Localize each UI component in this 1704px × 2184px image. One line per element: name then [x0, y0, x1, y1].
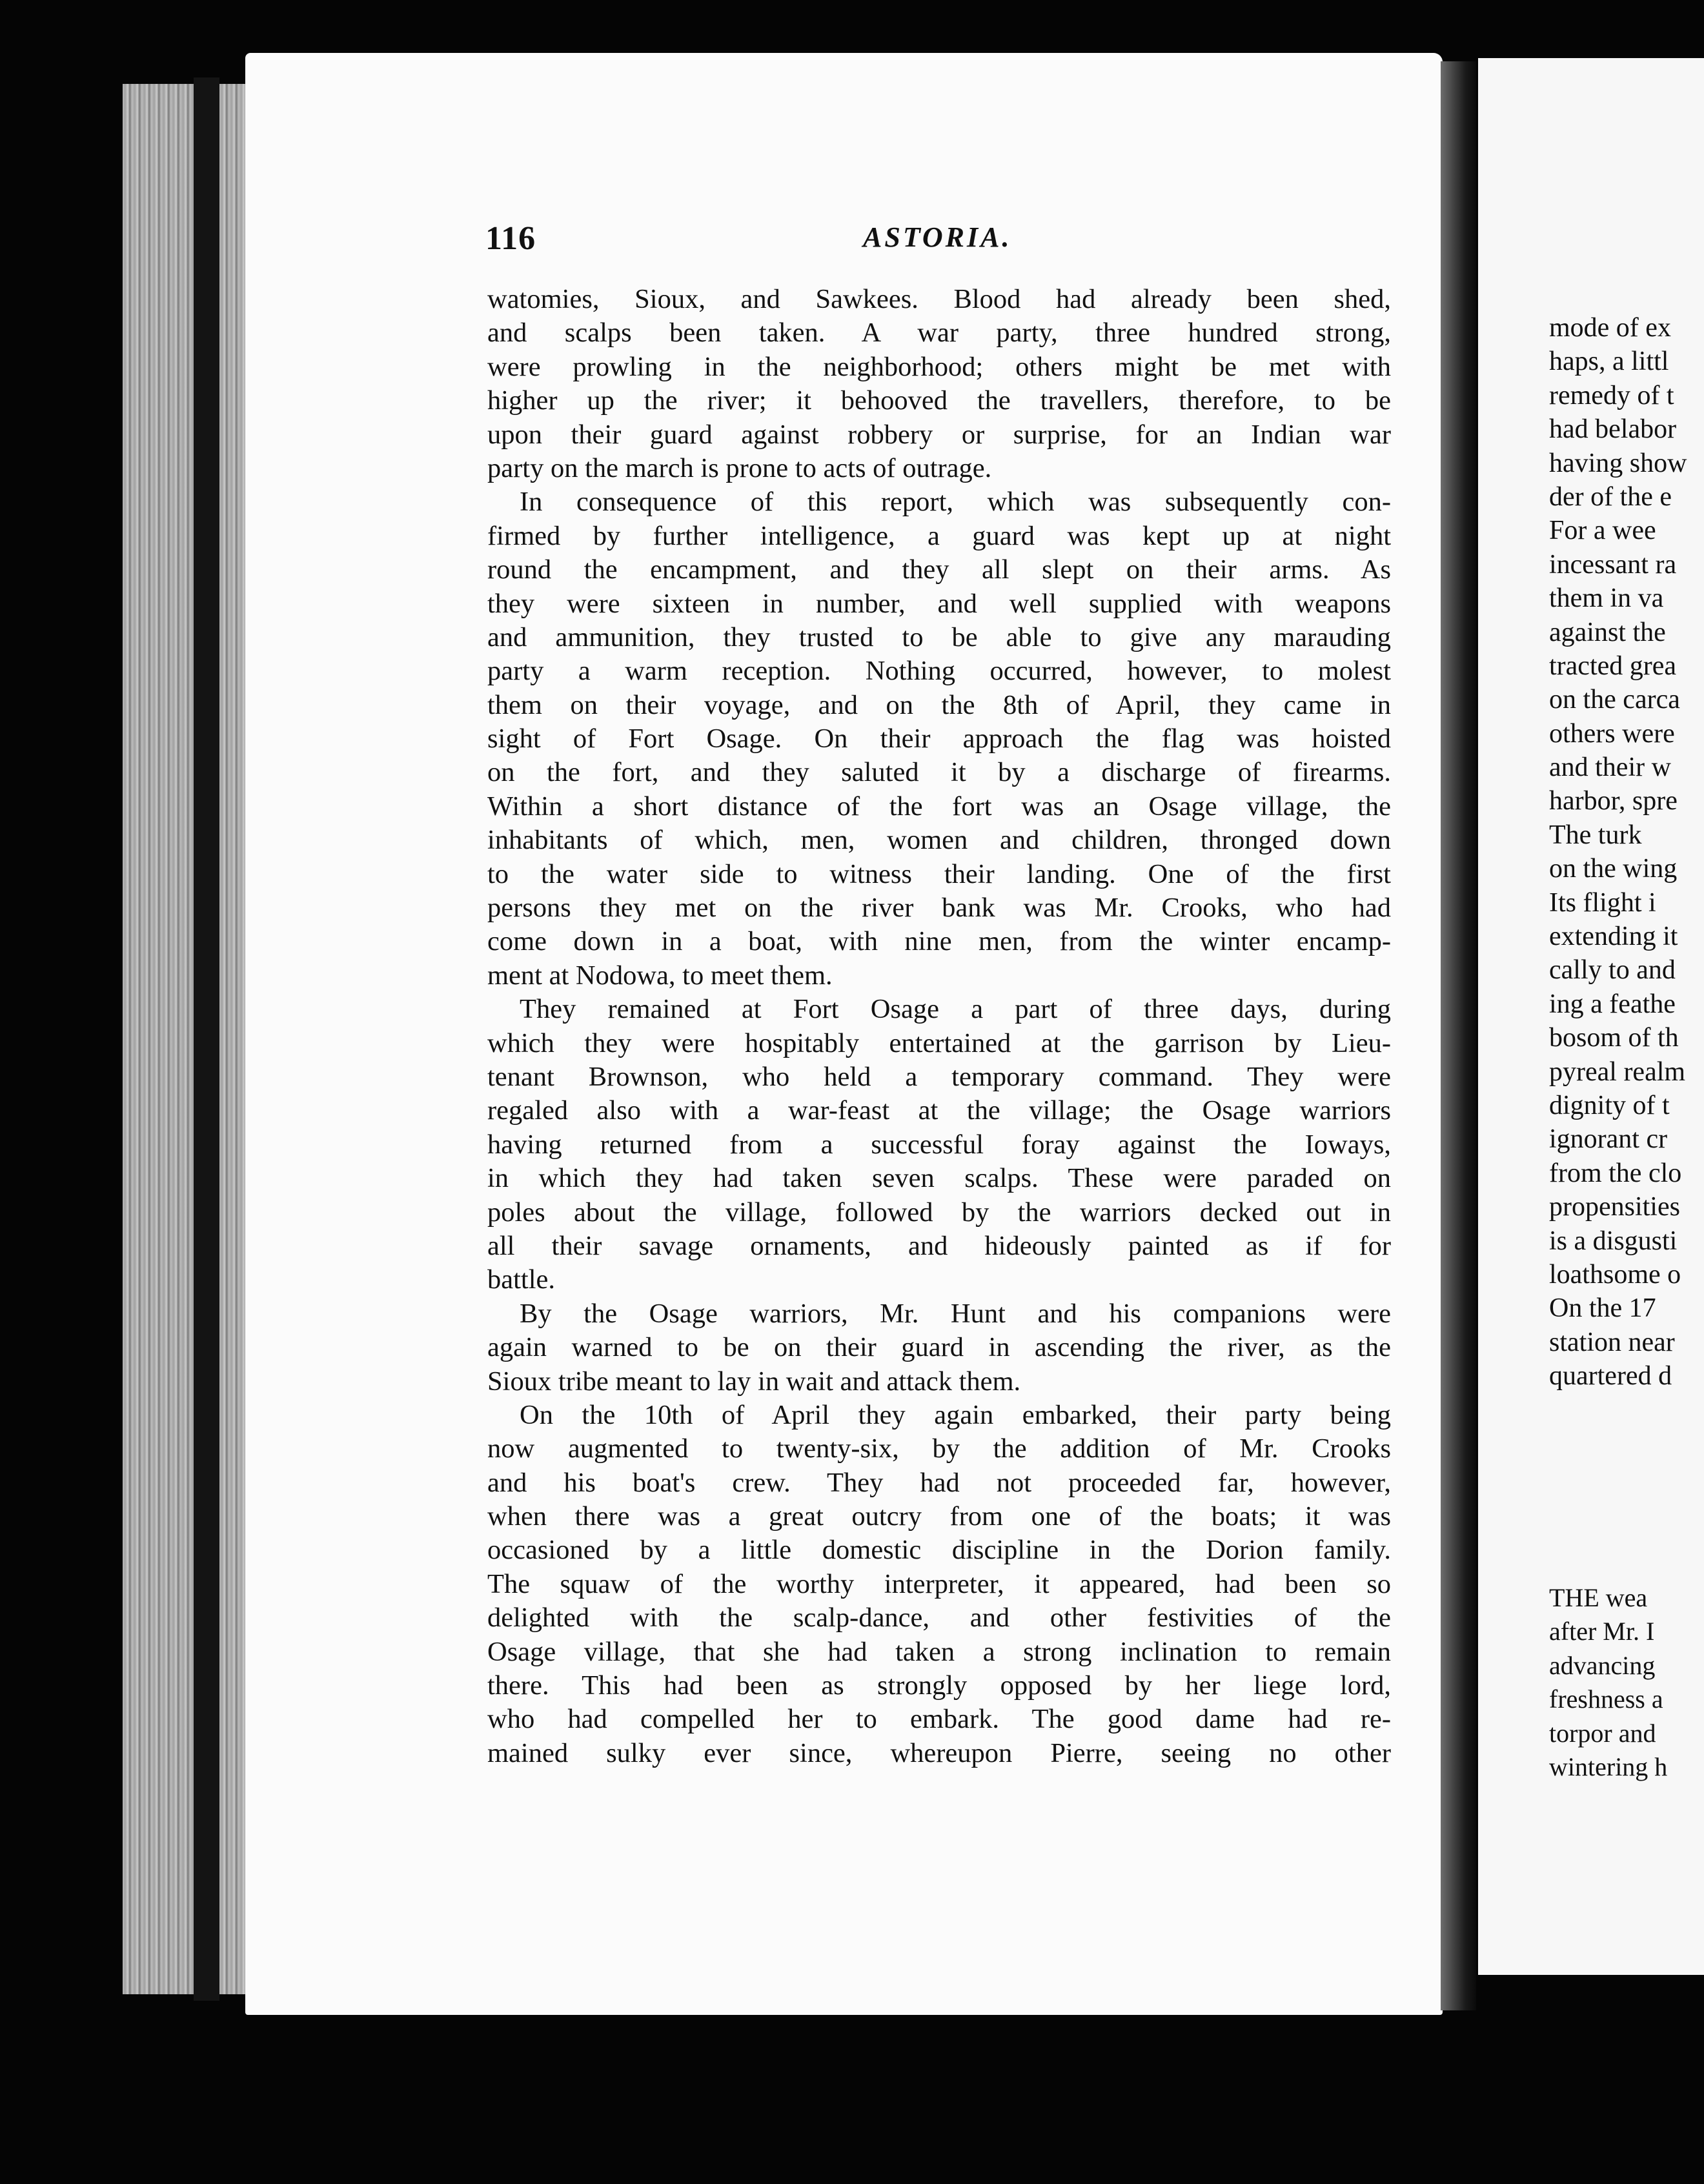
text-line: sight of Fort Osage. On their approach the flag was hoisted	[487, 723, 1391, 754]
text-line: in which they had taken seven scalps. These were paraded on	[487, 1163, 1391, 1194]
facing-text-line: station near	[1549, 1327, 1675, 1357]
text-line: They remained at Fort Osage a part of three days, during	[520, 994, 1391, 1025]
text-line: The squaw of the worthy interpreter, it appeared, had been so	[487, 1568, 1391, 1599]
facing-text-line: mode of ex	[1549, 313, 1671, 343]
facing-text-line: loathsome o	[1549, 1259, 1681, 1289]
facing-text-line: them in va	[1549, 583, 1664, 614]
text-line: again warned to be on their guard in ascending the river, as the	[487, 1332, 1391, 1363]
facing-text-line: wintering h	[1549, 1752, 1668, 1781]
facing-text-line: incessant ra	[1549, 549, 1677, 580]
text-line: On the 10th of April they again embarked, their party being	[520, 1399, 1391, 1430]
gutter-shadow	[1441, 61, 1476, 2010]
facing-text-line: others were	[1549, 718, 1675, 749]
text-line: when there was a great outcry from one of the boats; it was	[487, 1501, 1391, 1532]
edges-gap	[194, 77, 219, 2001]
facing-text-line: on the wing	[1549, 854, 1678, 884]
text-line: and scalps been taken. A war party, three hundred strong,	[487, 318, 1391, 349]
text-line: occasioned by a little domestic discipline in the Dorion family.	[487, 1535, 1391, 1566]
running-title: ASTORIA.	[863, 221, 1012, 253]
facing-text-line: quartered d	[1549, 1361, 1672, 1391]
text-line: delighted with the scalp-dance, and other festivities of the	[487, 1603, 1391, 1633]
facing-text-line: from the clo	[1549, 1158, 1682, 1188]
body-text	[487, 283, 1391, 1770]
text-line: persons they met on the river bank was Mr. Crooks, who had	[487, 893, 1391, 924]
page-edges	[123, 84, 252, 1994]
text-line: mained sulky ever since, whereupon Pierre, seeing no other	[487, 1737, 1391, 1768]
text-line: were prowling in the neighborhood; others might be met with	[487, 351, 1391, 382]
page-number: 116	[485, 220, 536, 257]
text-line: which they were hospitably entertained at the garrison by Lieu-	[487, 1027, 1391, 1058]
facing-text-line: harbor, spre	[1549, 786, 1678, 816]
text-line: In consequence of this report, which was subsequently con-	[520, 487, 1391, 518]
text-line: higher up the river; it behooved the travellers, therefore, to be	[487, 385, 1391, 416]
text-line: who had compelled her to embark. The good dame had re-	[487, 1704, 1391, 1735]
facing-text-line: advancing	[1549, 1650, 1656, 1680]
text-line: all their savage ornaments, and hideously painted as if for	[487, 1230, 1391, 1261]
text-line: battle.	[487, 1264, 556, 1295]
facing-text-line: had belabor	[1549, 414, 1677, 445]
text-line: they were sixteen in number, and well supplied with weapons	[487, 588, 1391, 619]
text-line: on the fort, and they saluted it by a discharge of firearms.	[487, 757, 1391, 788]
text-line: party a warm reception. Nothing occurred, however, to molest	[487, 656, 1391, 687]
facing-text-line: On the 17	[1549, 1293, 1656, 1324]
facing-text-line: on the carca	[1549, 685, 1680, 715]
text-line: there. This had been as strongly opposed by her liege lord,	[487, 1670, 1391, 1701]
text-line: to the water side to witness their landing. One of the first	[487, 858, 1391, 889]
facing-text-line: after Mr. I	[1549, 1617, 1655, 1646]
facing-page-text	[1549, 311, 1704, 1393]
text-line: now augmented to twenty-six, by the addition of Mr. Crooks	[487, 1433, 1391, 1464]
text-line: upon their guard against robbery or surprise, for an Indian war	[487, 419, 1391, 450]
facing-page-text-lower	[1549, 1581, 1704, 1784]
facing-text-line: having show	[1549, 448, 1687, 478]
text-line: firmed by further intelligence, a guard was kept up at night	[487, 520, 1391, 551]
facing-text-line: extending it	[1549, 922, 1678, 952]
facing-text-line: Its flight i	[1549, 887, 1656, 918]
facing-text-line: pyreal realm	[1549, 1057, 1686, 1087]
text-line: and ammunition, they trusted to be able to give any marauding	[487, 622, 1391, 652]
facing-page	[1478, 58, 1704, 1975]
facing-text-line: against the	[1549, 617, 1666, 647]
text-line: them on their voyage, and on the 8th of April, they came in	[487, 689, 1391, 720]
facing-text-line: der of the e	[1549, 481, 1672, 512]
facing-text-line: is a disgusti	[1549, 1226, 1678, 1256]
text-line: inhabitants of which, men, women and children, thronged down	[487, 825, 1391, 856]
facing-text-line: torpor and	[1549, 1718, 1656, 1748]
text-line: regaled also with a war-feast at the village; the Osage warriors	[487, 1095, 1391, 1126]
text-line: come down in a boat, with nine men, from the winter encamp-	[487, 926, 1391, 957]
facing-text-line: haps, a littl	[1549, 347, 1669, 377]
text-line: and his boat's crew. They had not proceeded far, however,	[487, 1467, 1391, 1498]
facing-text-line: dignity of t	[1549, 1090, 1670, 1120]
facing-text-line: ignorant cr	[1549, 1124, 1668, 1155]
text-line: By the Osage warriors, Mr. Hunt and his companions were	[520, 1298, 1391, 1329]
text-line: Sioux tribe meant to lay in wait and attack them.	[487, 1366, 1021, 1397]
text-line: having returned from a successful foray against the Ioways,	[487, 1129, 1391, 1160]
text-line: Osage village, that she had taken a strong inclination to remain	[487, 1636, 1391, 1667]
facing-text-line: remedy of t	[1549, 380, 1674, 410]
facing-text-line: bosom of th	[1549, 1023, 1679, 1053]
page-header	[485, 219, 1392, 258]
facing-text-line: For a wee	[1549, 516, 1656, 546]
text-line: watomies, Sioux, and Sawkees. Blood had already been shed,	[487, 284, 1391, 314]
text-line: round the encampment, and they all slept on their arms. As	[487, 554, 1391, 585]
facing-text-line: cally to and	[1549, 955, 1676, 986]
text-line: tenant Brownson, who held a temporary command. They were	[487, 1061, 1391, 1092]
text-line: Within a short distance of the fort was an Osage village, the	[487, 791, 1391, 822]
facing-text-line: ing a feathe	[1549, 989, 1676, 1019]
facing-text-line: freshness a	[1549, 1684, 1663, 1714]
facing-text-line: propensities	[1549, 1192, 1680, 1222]
text-line: ment at Nodowa, to meet them.	[487, 960, 833, 991]
text-line: poles about the village, followed by the warriors decked out in	[487, 1197, 1391, 1228]
facing-text-line: The turk	[1549, 820, 1642, 850]
facing-text-line: and their w	[1549, 753, 1671, 783]
text-line: party on the march is prone to acts of outrage.	[487, 452, 992, 483]
facing-text-line: tracted grea	[1549, 651, 1677, 681]
facing-text-line: THE wea	[1549, 1583, 1648, 1612]
